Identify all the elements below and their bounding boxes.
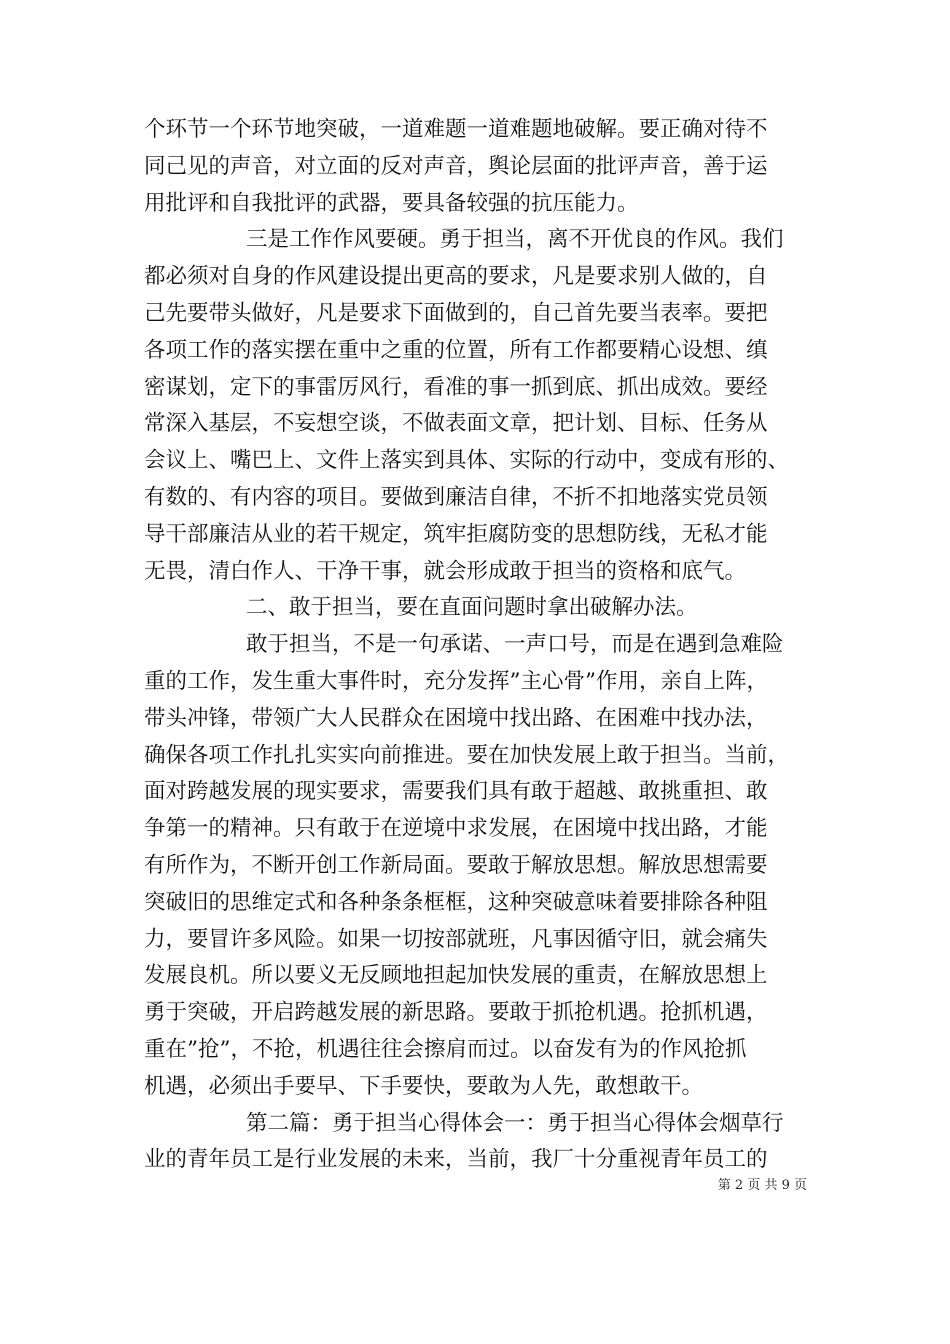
text-line: 己先要带头做好，凡是要求下面做到的，自己首先要当表率。要把: [144, 300, 768, 326]
text-line: 争第一的精神。只有敢于在逆境中求发展，在困境中找出路，才能: [144, 816, 768, 842]
text-line: 带头冲锋，带领广大人民群众在困境中找出路、在困难中找办法，: [144, 705, 768, 731]
text-line: 重在”抢”，不抢，机遇往往会擦肩而过。以奋发有为的作风抢抓: [144, 1036, 747, 1062]
text-line: 三是工作作风要硬。勇于担当，离不开优良的作风。我们: [246, 227, 784, 253]
text-line: 面对跨越发展的现实要求，需要我们具有敢于超越、敢挑重担、敢: [144, 779, 768, 805]
page-number-footer: 第 2 页 共 9 页: [717, 1178, 807, 1193]
text-line: 导干部廉洁从业的若干规定，筑牢拒腐防变的思想防线，无私才能: [144, 521, 768, 547]
text-line: 勇于突破，开启跨越发展的新思路。要敢于抓抢机遇。抢抓机遇，: [144, 1000, 768, 1026]
text-line: 同己见的声音，对立面的反对声音，舆论层面的批评声音，善于运: [144, 153, 768, 179]
text-line: 机遇，必须出手要早、下手要快，要敢为人先，敢想敢干。: [144, 1073, 704, 1099]
text-line: 第二篇：勇于担当心得体会一：勇于担当心得体会烟草行: [246, 1110, 784, 1136]
text-line: 个环节一个环节地突破，一道难题一道难题地破解。要正确对待不: [144, 117, 768, 142]
text-line: 有数的、有内容的项目。要做到廉洁自律，不折不扣地落实党员领: [144, 484, 768, 510]
text-line: 敢于担当，不是一句承诺、一声口号，而是在遇到急难险: [246, 632, 784, 658]
text-line: 会议上、嘴巴上、文件上落实到具体、实际的行动中，变成有形的、: [144, 448, 790, 474]
text-line: 重的工作，发生重大事件时，充分发挥”主心骨”作用，亲自上阵，: [144, 668, 768, 694]
text-line: 有所作为，不断开创工作新局面。要敢于解放思想。解放思想需要: [144, 852, 768, 878]
text-line: 用批评和自我批评的武器，要具备较强的抗压能力。: [144, 190, 639, 216]
text-line: 突破旧的思维定式和各种条条框框，这种突破意味着要排除各种阻: [144, 889, 768, 915]
document-body: [144, 112, 810, 1179]
text-line: 都必须对自身的作风建设提出更高的要求，凡是要求别人做的，自: [144, 264, 768, 290]
text-line: 业的青年员工是行业发展的未来，当前，我厂十分重视青年员工的: [144, 1147, 768, 1173]
text-line: 各项工作的落实摆在重中之重的位置，所有工作都要精心设想、缜: [144, 337, 768, 363]
text-line: 力，要冒许多风险。如果一切按部就班，凡事因循守旧，就会痛失: [144, 926, 768, 952]
text-line: 确保各项工作扎扎实实向前推进。要在加快发展上敢于担当。当前，: [144, 742, 790, 768]
text-line: 发展良机。所以要义无反顾地担起加快发展的重责，在解放思想上: [144, 963, 768, 989]
text-line: 常深入基层，不妄想空谈，不做表面文章，把计划、目标、任务从: [144, 411, 768, 437]
text-line: 无畏，清白作人、干净干事，就会形成敢于担当的资格和底气。: [144, 558, 747, 584]
text-line: 密谋划，定下的事雷厉风行，看准的事一抓到底、抓出成效。要经: [144, 374, 768, 400]
text-line: 二、敢于担当，要在直面问题时拿出破解办法。: [246, 595, 698, 621]
